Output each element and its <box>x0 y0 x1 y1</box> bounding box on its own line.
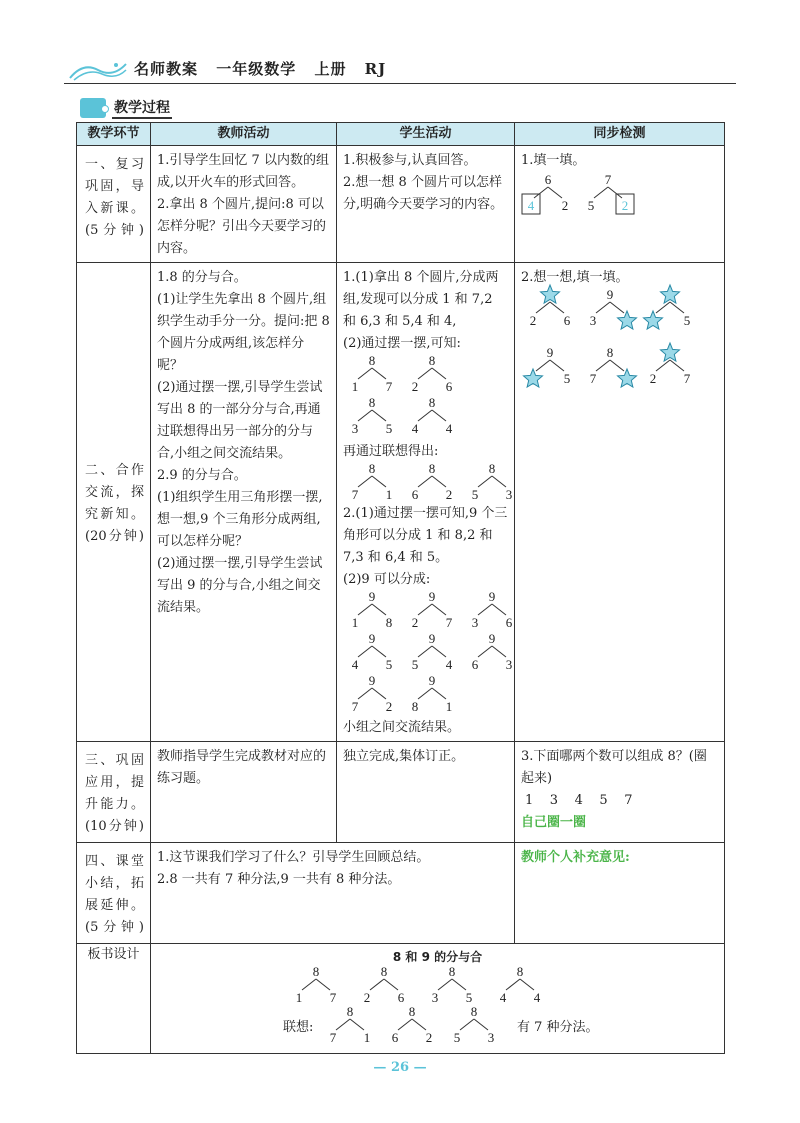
tree-branch-left <box>418 476 432 487</box>
decomposition-tree <box>583 174 633 214</box>
star-trees <box>521 289 718 409</box>
tree-branch-right <box>550 302 564 313</box>
tree-branch-left <box>302 979 316 990</box>
student-line: 再通过联想得出: <box>343 444 439 459</box>
decomposition-tree <box>325 1006 375 1046</box>
student-line: 独立完成,集体订正。 <box>343 749 465 764</box>
decomposition-tree <box>525 289 575 329</box>
tree-branch-right <box>432 688 446 699</box>
table-row <box>77 263 725 742</box>
stage-cell: 三、巩固应用，提升能力。(10分钟) <box>77 742 151 843</box>
tree-branch-right <box>670 302 684 313</box>
check-cell <box>515 843 725 944</box>
tree-branch-right <box>372 368 386 379</box>
decomposition-tree <box>407 591 457 631</box>
stage-cell: 二、合作交流，探究新知。(20分钟) <box>77 263 151 742</box>
teacher-activity-cell <box>151 146 337 263</box>
tree-branch-left <box>594 187 608 198</box>
board-title: 8 和 9 的分与合 <box>392 950 483 964</box>
tree-branch-left <box>398 1019 412 1030</box>
header-decoration-icon <box>68 56 128 82</box>
board-row <box>77 944 725 1054</box>
board-trees-bottom <box>321 1006 531 1046</box>
tree-branch-left <box>536 302 550 313</box>
column-header: 同步检测 <box>515 123 725 146</box>
tree-number: 2 <box>411 615 419 630</box>
decomposition-tree <box>291 966 341 1006</box>
teacher-line: 2.拿出 8 个圆片,提问:8 可以怎样分呢？引出今天要学习的内容。 <box>157 197 327 256</box>
star-blank-icon <box>618 369 637 387</box>
tree-number: 6 <box>445 379 453 394</box>
answer-note: 自己圈一圈 <box>521 815 587 830</box>
tree-number: 8 <box>368 461 376 476</box>
tree-number: 2 <box>649 371 657 386</box>
tree-number: 2 <box>385 699 393 714</box>
tree-number: 5 <box>385 657 393 672</box>
decomposition-tree <box>525 347 575 387</box>
decomposition-tree <box>347 355 397 395</box>
teacher-line: (2)通过摆一摆,引导学生尝试写出 8 的一部分分与合,再通过联想得出另一部分的分与合,小组之间交流结果。 <box>157 380 323 461</box>
tree-number: 8 <box>488 461 496 476</box>
tree-branch-left <box>478 476 492 487</box>
check-cell <box>515 742 725 843</box>
section-title: 教学过程 <box>112 97 172 119</box>
tree-branch-left <box>370 979 384 990</box>
tree-number: 4 <box>527 198 535 213</box>
tree-number: 8 <box>470 1004 478 1019</box>
tree-number: 1 <box>385 487 393 502</box>
tree-branch-right <box>350 1019 364 1030</box>
tree-branch-left <box>358 688 372 699</box>
tree-branch-right <box>372 410 386 421</box>
decomposition-tree <box>585 289 635 329</box>
tree-number: 8 <box>516 964 524 979</box>
teacher-activity-cell <box>151 742 337 843</box>
tree-number: 3 <box>505 657 513 672</box>
tree-number: 6 <box>397 990 405 1005</box>
teacher-line: 1.8 的分与合。 <box>157 270 247 285</box>
decomposition-tree <box>387 1006 437 1046</box>
summary-line: 2.8 一共有 7 种分法,9 一共有 8 种分法。 <box>157 872 401 887</box>
tree-number: 6 <box>563 313 571 328</box>
candidate-numbers: 1 3 4 5 7 <box>525 793 633 808</box>
tree-number: 9 <box>428 673 436 688</box>
tree-number: 6 <box>544 172 552 187</box>
teacher-line: 1.引导学生回忆 7 以内数的组成,以开火车的形式回答。 <box>157 153 329 190</box>
tree-number: 7 <box>351 699 359 714</box>
student-activity-cell <box>337 263 515 742</box>
tree-number: 9 <box>428 631 436 646</box>
tree-branch-right <box>548 187 562 198</box>
tree-number: 8 <box>346 1004 354 1019</box>
decomposition-tree <box>645 347 695 387</box>
star-blank-icon <box>618 311 637 329</box>
board-design-cell <box>151 944 725 1054</box>
tree-branch-left <box>534 187 548 198</box>
tree-number: 9 <box>428 589 436 604</box>
tree-number: 1 <box>351 379 359 394</box>
tree-branch-right <box>372 646 386 657</box>
decomposition-tree <box>347 675 397 715</box>
tree-number: 4 <box>445 421 453 436</box>
section-tag-icon <box>80 98 106 118</box>
teacher-line: 2.9 的分与合。 <box>157 468 247 483</box>
tree-number: 4 <box>411 421 419 436</box>
tree-number: 3 <box>487 1030 495 1045</box>
tree-branch-right <box>492 476 506 487</box>
tree-number: 9 <box>546 345 554 360</box>
tree-branch-left <box>358 410 372 421</box>
decomposition-tree <box>467 591 517 631</box>
teacher-activity-cell <box>151 263 337 742</box>
tree-branch-right <box>432 368 446 379</box>
tree-number: 9 <box>368 673 376 688</box>
tree-branch-left <box>656 360 670 371</box>
decomposition-tree <box>347 591 397 631</box>
tree-number: 3 <box>505 487 513 502</box>
tree-number: 6 <box>505 615 513 630</box>
tree-number: 8 <box>368 353 376 368</box>
tree-number: 5 <box>587 198 595 213</box>
decomposition-tree <box>645 289 695 329</box>
association-label: 联想: <box>283 1020 314 1035</box>
decomposition-trees-c <box>343 589 513 717</box>
decomposition-tree <box>449 1006 499 1046</box>
tree-number: 4 <box>499 990 507 1005</box>
tree-number: 2 <box>529 313 537 328</box>
tree-number: 4 <box>351 657 359 672</box>
tree-branch-left <box>418 410 432 421</box>
tree-branch-left <box>596 360 610 371</box>
decomposition-tree <box>467 633 517 673</box>
star-blank-icon <box>524 369 543 387</box>
page-header <box>64 54 736 86</box>
tree-number: 8 <box>368 395 376 410</box>
tree-branch-left <box>358 646 372 657</box>
tree-number: 2 <box>425 1030 433 1045</box>
stage-cell: 一、复习巩固，导入新课。(5分钟) <box>77 146 151 263</box>
tree-number: 2 <box>561 198 569 213</box>
decomposition-tree <box>407 355 457 395</box>
tree-number: 8 <box>385 615 393 630</box>
board-summary: 有 7 种分法。 <box>517 1020 599 1035</box>
tree-number: 8 <box>411 699 419 714</box>
tree-branch-right <box>608 187 622 198</box>
tree-number: 8 <box>408 1004 416 1019</box>
tree-number: 8 <box>606 345 614 360</box>
tree-number: 3 <box>431 990 439 1005</box>
student-line: 1.积极参与,认真回答。 <box>343 153 477 168</box>
tree-number: 8 <box>428 461 436 476</box>
decomposition-tree <box>347 397 397 437</box>
tree-number: 2 <box>621 198 629 213</box>
student-line: 1.(1)拿出 8 个圆片,分成两组,发现可以分成 1 和 7,2 和 6,3 和 5,4 和 4, <box>343 270 499 329</box>
tree-number: 9 <box>606 287 614 302</box>
tree-number: 9 <box>368 631 376 646</box>
tree-number: 7 <box>329 990 337 1005</box>
summary-cell <box>151 843 515 944</box>
tree-branch-left <box>358 476 372 487</box>
tree-number: 8 <box>428 395 436 410</box>
column-header: 教师活动 <box>151 123 337 146</box>
page-number: — 26 — <box>373 1060 427 1075</box>
decomposition-tree <box>427 966 477 1006</box>
tree-number: 3 <box>351 421 359 436</box>
decomposition-tree <box>347 463 397 503</box>
tree-number: 6 <box>471 657 479 672</box>
tree-number: 4 <box>533 990 541 1005</box>
tree-branch-left <box>358 368 372 379</box>
table-row <box>77 146 725 263</box>
teacher-line: (2)通过摆一摆,引导学生尝试写出 9 的分与合,小组之间交流结果。 <box>157 556 323 615</box>
check-title: 2.想一想,填一填。 <box>521 270 629 285</box>
check-title: 3.下面哪两个数可以组成 8？(圈起来) <box>521 749 707 786</box>
decomposition-tree <box>407 463 457 503</box>
check-cell <box>515 263 725 742</box>
tree-branch-left <box>656 302 670 313</box>
decomposition-trees-b <box>343 461 513 503</box>
tree-number: 5 <box>471 487 479 502</box>
tree-branch-right <box>432 410 446 421</box>
tree-number: 7 <box>589 371 597 386</box>
decomposition-tree <box>407 397 457 437</box>
tree-branch-left <box>418 368 432 379</box>
tree-branch-left <box>460 1019 474 1030</box>
board-label: 板书设计 <box>77 944 151 1054</box>
table-row <box>77 843 725 944</box>
summary-line: 1.这节课我们学习了什么？引导学生回顾总结。 <box>157 850 430 865</box>
tree-branch-left <box>418 604 432 615</box>
tree-branch-right <box>372 476 386 487</box>
tree-branch-left <box>358 604 372 615</box>
tree-branch-left <box>506 979 520 990</box>
student-activity-cell <box>337 146 515 263</box>
tree-number: 5 <box>563 371 571 386</box>
tree-number: 6 <box>391 1030 399 1045</box>
teacher-line: (1)组织学生用三角形摆一摆,想一想,9 个三角形分成两组,可以怎样分呢？ <box>157 490 323 549</box>
column-header: 教学环节 <box>77 123 151 146</box>
stage-cell: 四、课堂小结，拓展延伸。(5分钟) <box>77 843 151 944</box>
header-title: 名师教案 一年级数学 上册 RJ <box>134 60 387 78</box>
student-line: (2)通过摆一摆,可知: <box>343 336 461 351</box>
tree-number: 4 <box>445 657 453 672</box>
tree-number: 9 <box>488 589 496 604</box>
tree-number: 2 <box>411 379 419 394</box>
tree-branch-right <box>412 1019 426 1030</box>
tree-branch-right <box>384 979 398 990</box>
tree-branch-left <box>336 1019 350 1030</box>
board-trees-top <box>287 966 607 1006</box>
tree-branch-right <box>610 302 624 313</box>
teacher-line: (1)让学生先拿出 8 个圆片,组织学生动手分一分。提问:把 8 个圆片分成两组,该怎样分呢？ <box>157 292 334 373</box>
tree-branch-right <box>520 979 534 990</box>
tree-branch-right <box>432 476 446 487</box>
tree-number: 2 <box>363 990 371 1005</box>
tree-number: 6 <box>411 487 419 502</box>
tree-branch-left <box>418 688 432 699</box>
tree-number: 3 <box>589 313 597 328</box>
tree-number: 1 <box>363 1030 371 1045</box>
check-cell <box>515 146 725 263</box>
check-trees-row1 <box>521 172 718 232</box>
tree-branch-left <box>418 646 432 657</box>
tree-branch-left <box>478 604 492 615</box>
teacher-note: 教师个人补充意见: <box>521 850 630 865</box>
tree-number: 5 <box>453 1030 461 1045</box>
tree-number: 9 <box>488 631 496 646</box>
tree-number: 7 <box>385 379 393 394</box>
tree-number: 2 <box>445 487 453 502</box>
decomposition-trees-a <box>343 355 508 441</box>
student-line: 小组之间交流结果。 <box>343 720 461 735</box>
tree-branch-right <box>432 646 446 657</box>
tree-number: 8 <box>312 964 320 979</box>
tree-branch-right <box>492 646 506 657</box>
tree-number: 7 <box>445 615 453 630</box>
decomposition-tree <box>495 966 545 1006</box>
header-rule <box>64 83 736 84</box>
tree-branch-left <box>536 360 550 371</box>
tree-number: 1 <box>295 990 303 1005</box>
teacher-line: 教师指导学生完成教材对应的练习题。 <box>157 749 327 786</box>
tree-branch-right <box>316 979 330 990</box>
decomposition-tree <box>467 463 517 503</box>
tree-number: 1 <box>445 699 453 714</box>
tree-branch-left <box>438 979 452 990</box>
decomposition-tree <box>347 633 397 673</box>
tree-number: 5 <box>411 657 419 672</box>
tree-number: 5 <box>385 421 393 436</box>
tree-number: 7 <box>604 172 612 187</box>
tree-number: 7 <box>683 371 691 386</box>
tree-branch-left <box>596 302 610 313</box>
table-header-row <box>77 123 725 146</box>
tree-number: 8 <box>380 964 388 979</box>
tree-branch-right <box>432 604 446 615</box>
student-line: 2.(1)通过摆一摆可知,9 个三角形可以分成 1 和 8,2 和 7,3 和 6,4 和 5。 <box>343 506 508 565</box>
tree-branch-right <box>474 1019 488 1030</box>
decomposition-tree <box>523 174 573 214</box>
tree-number: 1 <box>351 615 359 630</box>
tree-number: 9 <box>368 589 376 604</box>
decomposition-tree <box>359 966 409 1006</box>
tree-number: 8 <box>428 353 436 368</box>
star-blank-icon <box>661 343 680 361</box>
student-line: 2.想一想 8 个圆片可以怎样分,明确今天要学习的内容。 <box>343 175 504 212</box>
student-activity-cell <box>337 742 515 843</box>
tree-branch-right <box>372 604 386 615</box>
tree-number: 5 <box>683 313 691 328</box>
table-row <box>77 742 725 843</box>
tree-branch-right <box>372 688 386 699</box>
section-tag <box>80 97 172 119</box>
star-blank-icon <box>644 311 663 329</box>
decomposition-tree <box>585 347 635 387</box>
tree-branch-right <box>452 979 466 990</box>
decomposition-tree <box>407 633 457 673</box>
tree-branch-right <box>550 360 564 371</box>
tree-branch-right <box>670 360 684 371</box>
tree-number: 3 <box>471 615 479 630</box>
lesson-plan-table <box>76 122 725 1054</box>
tree-number: 7 <box>329 1030 337 1045</box>
tree-number: 8 <box>448 964 456 979</box>
tree-branch-right <box>610 360 624 371</box>
tree-number: 5 <box>465 990 473 1005</box>
check-title: 1.填一填。 <box>521 153 586 168</box>
student-line: (2)9 可以分成: <box>343 572 431 587</box>
tree-number: 7 <box>351 487 359 502</box>
decomposition-tree <box>407 675 457 715</box>
column-header: 学生活动 <box>337 123 515 146</box>
tree-branch-right <box>492 604 506 615</box>
tree-branch-left <box>478 646 492 657</box>
